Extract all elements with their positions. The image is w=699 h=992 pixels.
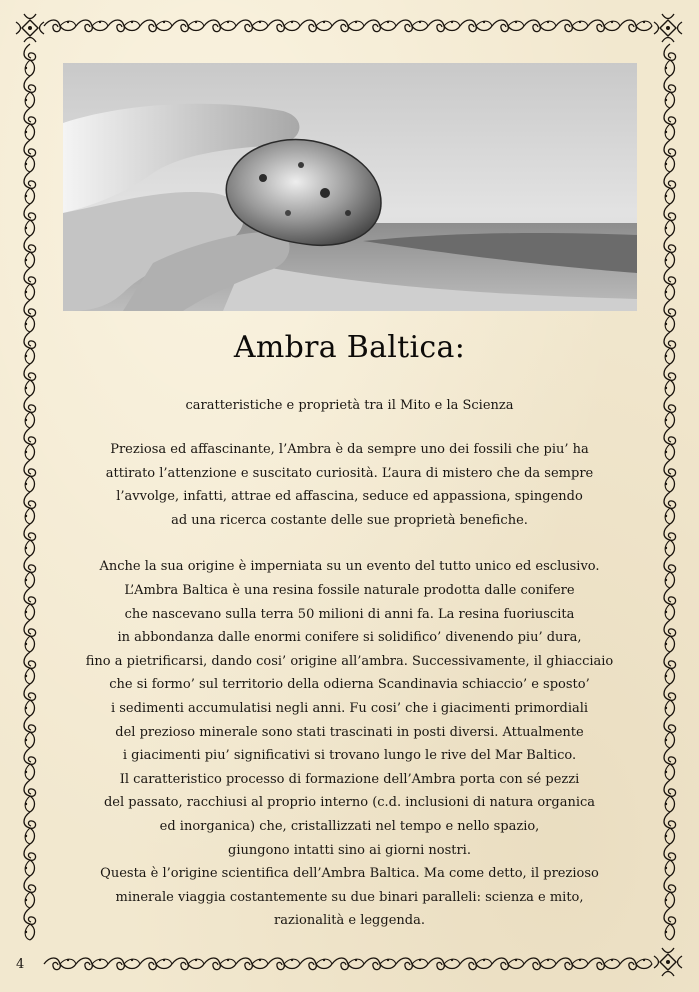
text-line: che nascevano sulla terra 50 milioni di anni fa. La resina fuoriuscita (124, 606, 575, 622)
text-line: fino a pietrificarsi, dando cosi’ origine all’ambra. Successivamente, il ghiacciaio (85, 653, 614, 669)
text-line: Questa è l’origine scientifica dell’Ambra Baltica. Ma come detto, il prezioso (100, 866, 599, 882)
paragraph-intro (70, 438, 629, 532)
page-subtitle: caratteristiche e proprietà tra il Mito e la Scienza (185, 398, 514, 413)
body-text (70, 438, 629, 956)
text-line: Anche la sua origine è imperniata su un evento del tutto unico ed esclusivo. (99, 559, 600, 575)
text-line: che si formo’ sul territorio della odierna Scandinavia schiaccio’ e sposto’ (109, 677, 590, 693)
text-line: in abbondanza dalle enormi conifere si solidifico’ divenendo piu’ dura, (117, 630, 582, 646)
text-line: i giacimenti piu’ significativi si trovano lungo le rive del Mar Baltico. (122, 748, 577, 764)
text-line: del prezioso minerale sono stati trascinati in posti diversi. Attualmente (115, 724, 584, 740)
text-line: minerale viaggia costantemente su due binari paralleli: scienza e mito, (115, 889, 584, 905)
paragraph-origin (70, 555, 629, 933)
text-line: del passato, racchiusi al proprio interno (c.d. inclusioni di natura organica (103, 795, 596, 811)
text-line: ed inorganica) che, cristallizzati nel tempo e nello spazio, (159, 818, 540, 834)
text-line: Preziosa ed affascinante, l’Ambra è da sempre uno dei fossili che piu’ ha (110, 442, 589, 457)
page-title: Ambra Baltica: (233, 330, 466, 365)
text-line: Il caratteristico processo di formazione dell’Ambra porta con sé pezzi (119, 771, 580, 787)
page-number: 4 (16, 957, 25, 972)
text-line: ad una ricerca costante delle sue proprietà benefiche. (171, 512, 528, 528)
text-line: razionalità e leggenda. (274, 913, 425, 929)
text-line: L’Ambra Baltica è una resina fossile naturale prodotta dalle conifere (124, 582, 575, 598)
text-line: l’avvolge, infatti, attrae ed affascina, seduce ed appassiona, spingendo (116, 489, 583, 505)
amber-photo (63, 63, 637, 311)
text-line: giungono intatti sino ai giorni nostri. (228, 842, 471, 858)
text-line: attirato l’attenzione e suscitato curiosità. L’aura di mistero che da sempre (105, 465, 594, 481)
text-line: i sedimenti accumulatisi negli anni. Fu cosi’ che i giacimenti primordiali (110, 700, 589, 716)
